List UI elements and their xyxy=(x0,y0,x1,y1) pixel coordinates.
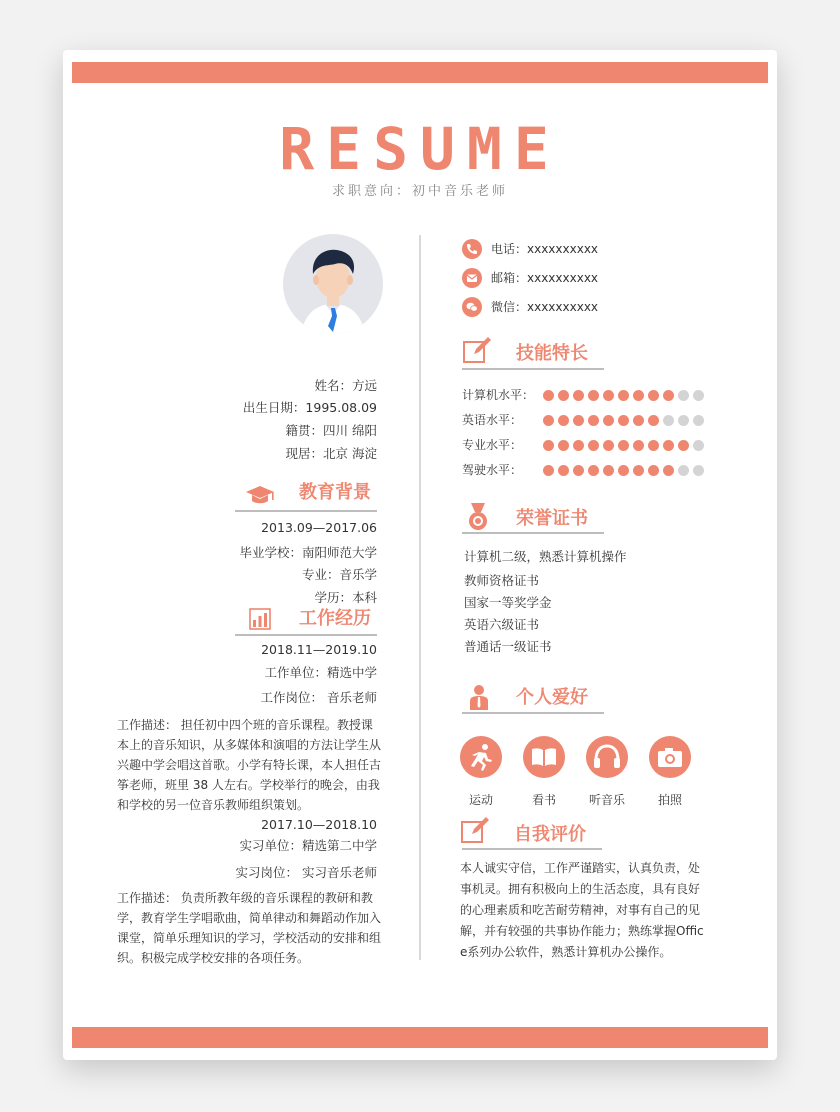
rating-dot-filled xyxy=(558,390,569,401)
job-description: 工作描述： 担任初中四个班的音乐课程。教授课本上的音乐知识，从多媒体和演唱的方法让学生从兴趣中学会唱这首歌。小学有特长课，本人担任古筝老师，班里 38 人左右。学校举行的晚会，由我和学校的另一位音乐教师组织策划。 xyxy=(117,718,382,812)
rating-dot-empty xyxy=(678,390,689,401)
mail-icon xyxy=(462,268,482,288)
rating-dot-filled xyxy=(558,415,569,426)
certificate-item: 普通话一级证书 xyxy=(464,639,552,654)
skills-title: 技能特长 xyxy=(516,343,588,364)
rating-dot-filled xyxy=(603,440,614,451)
book-icon xyxy=(523,736,565,778)
rating-dot-filled xyxy=(663,390,674,401)
name-field: 姓名：方远 xyxy=(314,378,377,393)
medal-icon xyxy=(465,502,491,532)
birth-field: 出生日期：1995.08.09 xyxy=(242,400,377,415)
rating-dot-filled xyxy=(603,415,614,426)
rating-dot-filled xyxy=(648,465,659,476)
skill-rating xyxy=(543,440,704,451)
wechat-icon xyxy=(462,297,482,317)
work-underline xyxy=(235,634,377,636)
rating-dot-filled xyxy=(633,465,644,476)
edit-icon xyxy=(462,336,492,364)
running-icon xyxy=(460,736,502,778)
rating-dot-filled xyxy=(618,390,629,401)
certificate-item: 教师资格证书 xyxy=(464,573,540,588)
job-position: 工作岗位： 音乐老师 xyxy=(260,690,377,705)
rating-dot-filled xyxy=(588,440,599,451)
rating-dot-filled xyxy=(603,465,614,476)
rating-dot-empty xyxy=(693,415,704,426)
rating-dot-empty xyxy=(693,390,704,401)
rating-dot-filled xyxy=(558,465,569,476)
resume-page xyxy=(63,50,777,1060)
wechat-text: 微信：xxxxxxxxxx xyxy=(491,300,599,314)
rating-dot-filled xyxy=(648,415,659,426)
skill-label: 驾驶水平： xyxy=(462,463,523,477)
rating-dot-filled xyxy=(663,465,674,476)
rating-dot-filled xyxy=(633,440,644,451)
mail-text: 邮箱：xxxxxxxxxx xyxy=(491,271,599,285)
hobby-label: 运动 xyxy=(468,793,493,807)
rating-dot-empty xyxy=(678,465,689,476)
rating-dot-filled xyxy=(588,390,599,401)
resume-title: RESUME xyxy=(279,115,561,183)
rating-dot-filled xyxy=(543,440,554,451)
phone-icon xyxy=(462,239,482,259)
rating-dot-filled xyxy=(648,440,659,451)
work-title: 工作经历 xyxy=(299,608,371,629)
education-degree: 学历：本科 xyxy=(314,590,377,605)
hobbies-title: 个人爱好 xyxy=(516,687,588,708)
rating-dot-filled xyxy=(573,440,584,451)
education-major: 专业：音乐学 xyxy=(301,567,377,582)
skill-rating xyxy=(543,390,704,401)
rating-dot-filled xyxy=(633,415,644,426)
education-period: 2013.09—2017.06 xyxy=(261,520,377,535)
certificates-underline xyxy=(462,532,604,534)
graduation-cap-icon xyxy=(244,484,276,506)
rating-dot-filled xyxy=(588,415,599,426)
avatar xyxy=(283,234,383,334)
rating-dot-empty xyxy=(693,465,704,476)
skill-rating xyxy=(543,465,704,476)
skill-label: 计算机水平： xyxy=(462,388,535,402)
skills-underline xyxy=(462,368,604,370)
phone-text: 电话：xxxxxxxxxx xyxy=(491,242,599,256)
certificates-title: 荣誉证书 xyxy=(516,508,588,529)
rating-dot-filled xyxy=(618,415,629,426)
internship-company: 实习单位：精选第二中学 xyxy=(239,838,377,853)
column-divider xyxy=(419,235,421,960)
rating-dot-filled xyxy=(633,390,644,401)
skill-rating xyxy=(543,415,704,426)
rating-dot-empty xyxy=(663,415,674,426)
edit-icon xyxy=(460,816,490,844)
skill-label: 英语水平： xyxy=(462,413,523,427)
certificate-item: 计算机二级，熟悉计算机操作 xyxy=(464,549,627,564)
job-objective: 求职意向：初中音乐老师 xyxy=(331,184,508,199)
camera-icon xyxy=(649,736,691,778)
rating-dot-empty xyxy=(678,415,689,426)
rating-dot-filled xyxy=(573,465,584,476)
hobby-label: 拍照 xyxy=(657,793,682,807)
self-eval-underline xyxy=(462,848,602,850)
bar-chart-icon xyxy=(249,608,271,630)
certificate-item: 国家一等奖学金 xyxy=(464,595,552,610)
education-school: 毕业学校：南阳师范大学 xyxy=(239,545,377,560)
origin-field: 籍贯：四川 绵阳 xyxy=(285,423,377,438)
person-avatar-icon xyxy=(283,234,383,334)
rating-dot-filled xyxy=(618,440,629,451)
hobbies-underline xyxy=(462,712,604,714)
internship-description: 工作描述： 负责所教年级的音乐课程的教研和教学，教育学生学唱歌曲，简单律动和舞蹈动作加入课堂，简单乐理知识的学习，学校活动的安排和组织。积极完成学校安排的各项任务。 xyxy=(117,891,382,965)
rating-dot-filled xyxy=(663,440,674,451)
rating-dot-filled xyxy=(588,465,599,476)
rating-dot-filled xyxy=(603,390,614,401)
person-icon xyxy=(468,684,490,710)
rating-dot-filled xyxy=(543,415,554,426)
rating-dot-filled xyxy=(543,465,554,476)
self-eval-text: 本人诚实守信，工作严谨踏实，认真负责，处事机灵。拥有积极向上的生活态度，具有良好的心理素质和吃苦耐劳精神，对事有自己的见解，并有较强的共事协作能力；熟练掌握Office系列办公软件，熟悉计算机办公操作。 xyxy=(460,861,704,959)
education-underline xyxy=(235,510,377,512)
rating-dot-filled xyxy=(558,440,569,451)
job-company: 工作单位：精选中学 xyxy=(264,665,377,680)
rating-dot-empty xyxy=(693,440,704,451)
internship-position: 实习岗位： 实习音乐老师 xyxy=(235,865,377,880)
bottom-accent-bar xyxy=(72,1027,768,1048)
rating-dot-filled xyxy=(648,390,659,401)
headphones-icon xyxy=(586,736,628,778)
job-period: 2018.11—2019.10 xyxy=(261,642,377,657)
self-eval-title: 自我评价 xyxy=(514,824,586,845)
education-title: 教育背景 xyxy=(299,482,371,503)
certificate-item: 英语六级证书 xyxy=(464,617,540,632)
rating-dot-filled xyxy=(678,440,689,451)
rating-dot-filled xyxy=(573,415,584,426)
rating-dot-filled xyxy=(618,465,629,476)
skill-label: 专业水平： xyxy=(462,438,523,452)
rating-dot-filled xyxy=(543,390,554,401)
internship-period: 2017.10—2018.10 xyxy=(261,817,377,832)
top-accent-bar xyxy=(72,62,768,83)
rating-dot-filled xyxy=(573,390,584,401)
hobby-label: 听音乐 xyxy=(588,793,625,807)
hobby-label: 看书 xyxy=(531,793,556,807)
residence-field: 现居：北京 海淀 xyxy=(285,446,377,461)
